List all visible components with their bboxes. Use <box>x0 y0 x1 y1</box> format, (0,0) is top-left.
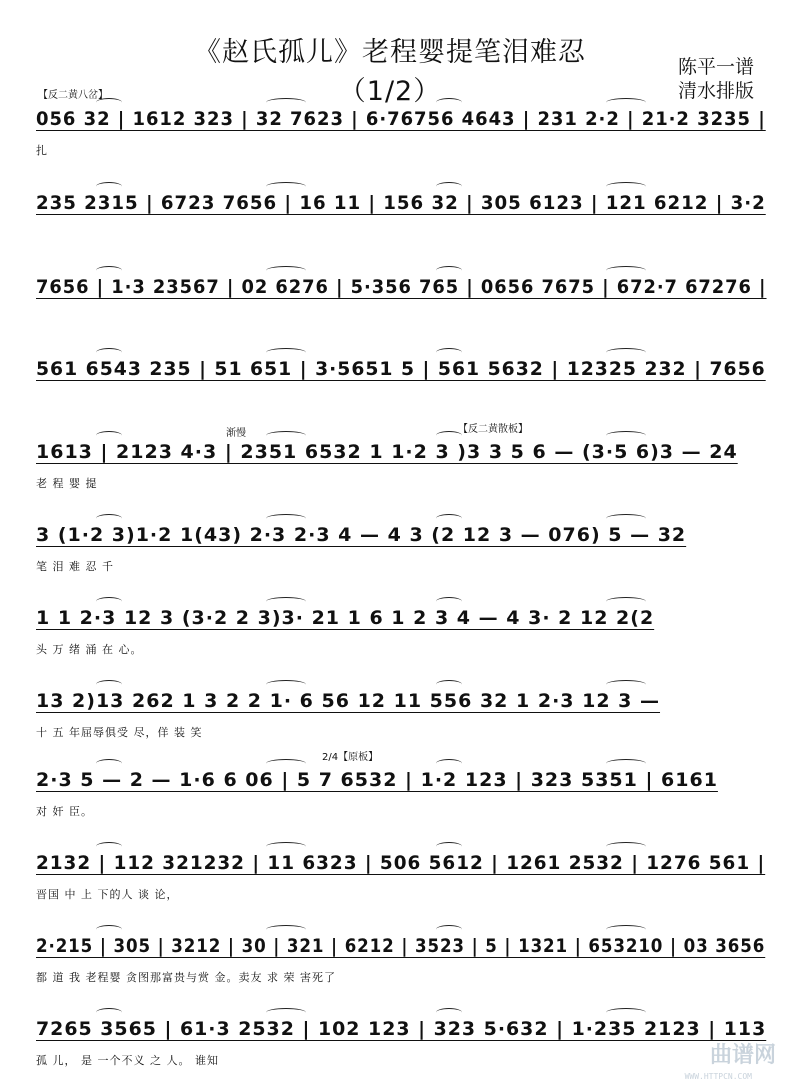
slur-mark <box>436 759 462 768</box>
slur-mark <box>606 1008 646 1017</box>
tempo-mark: 渐慢 <box>226 428 246 439</box>
slur-mark <box>96 925 122 934</box>
transcriber-credit: 陈平一谱 <box>677 56 754 78</box>
slur-mark <box>266 348 306 357</box>
slur-mark <box>436 348 462 357</box>
slur-mark <box>266 925 306 934</box>
jianpu-notes: 235 2315 | 6723 7656 | 16 11 | 156 32 | 305 6123 | 121 6212 | 3·2 <box>36 192 766 214</box>
slur-mark <box>606 680 646 689</box>
jianpu-notes: 7656 | 1·3 23567 | 02 6276 | 5·356 765 | 0656 7675 | 672·7 67276 | <box>36 276 767 298</box>
slur-mark <box>436 514 462 523</box>
jianpu-notes: 3 (1·2 3)1·2 1(43) 2·3 2·3 4 — 4 3 (2 12 3 — 076) 5 — 32 <box>36 524 687 546</box>
slur-mark <box>436 925 462 934</box>
score-title: 《赵氏孤儿》老程婴提笔泪难忍（1/2） <box>194 37 586 107</box>
slur-mark <box>436 431 462 440</box>
lyric-text: 笔 泪 难 忍 千 <box>36 560 114 573</box>
slur-mark <box>436 597 462 606</box>
slur-mark <box>266 680 306 689</box>
slur-mark <box>436 680 462 689</box>
jianpu-notes: 056 32 | 1612 323 | 32 7623 | 6·76756 4643 | 231 2·2 | 21·2 3235 | <box>36 108 766 130</box>
jianpu-notes: 2132 | 112 321232 | 11 6323 | 506 5612 | 1261 2532 | 1276 561 | <box>36 852 766 874</box>
lyric-text: 都 道 我 老程婴 贪图那富贵与赏 金。卖友 求 荣 害死了 <box>36 971 336 984</box>
slur-mark <box>436 266 462 275</box>
lyric-text: 晋国 中 上 下的人 谈 论， <box>36 888 179 901</box>
slur-mark <box>606 431 646 440</box>
jianpu-notes: 7265 3565 | 61·3 2532 | 102 123 | 323 5·632 | 1·235 2123 | 113 <box>36 1018 767 1040</box>
slur-mark <box>436 842 462 851</box>
slur-mark <box>606 98 646 107</box>
slur-mark <box>266 98 306 107</box>
slur-mark <box>266 431 306 440</box>
slur-mark <box>96 1008 122 1017</box>
lyric-text: 老 程 婴 提 <box>36 477 98 490</box>
watermark-logo: 曲谱网 <box>709 1043 776 1068</box>
lyric-text: 对 奸 臣。 <box>36 805 93 818</box>
slur-mark <box>606 514 646 523</box>
jianpu-notes: 13 2)13 262 1 3 2 2 1· 6 56 12 11 556 32 1 2·3 12 3 — <box>36 690 661 712</box>
slur-mark <box>96 98 122 107</box>
typesetter-credit: 清水排版 <box>677 80 754 102</box>
slur-mark <box>606 597 646 606</box>
slur-mark <box>96 266 122 275</box>
slur-mark <box>266 266 306 275</box>
slur-mark <box>96 431 122 440</box>
slur-mark <box>606 266 646 275</box>
slur-mark <box>96 182 122 191</box>
slur-mark <box>96 842 122 851</box>
slur-mark <box>606 842 646 851</box>
jianpu-notes: 561 6543 235 | 51 651 | 3·5651 5 | 561 5632 | 12325 232 | 7656 <box>36 358 766 380</box>
section-tag-sanban: 【反二黄散板】 <box>458 424 528 435</box>
lyric-text: 扎 <box>36 144 48 157</box>
jianpu-notes: 2·3 5 — 2 — 1·6 6 06 | 5 7 6532 | 1·2 123 | 323 5351 | 6161 <box>36 769 718 791</box>
slur-mark <box>96 514 122 523</box>
slur-mark <box>266 759 306 768</box>
slur-mark <box>266 182 306 191</box>
slur-mark <box>436 1008 462 1017</box>
slur-mark <box>96 759 122 768</box>
lyric-text: 孤 儿， 是 一个不义 之 人。 谁知 <box>36 1054 219 1067</box>
section-tag-start: 【反二黄八岔】 <box>38 90 108 101</box>
slur-mark <box>606 182 646 191</box>
slur-mark <box>606 759 646 768</box>
slur-mark <box>266 597 306 606</box>
slur-mark <box>266 1008 306 1017</box>
slur-mark <box>266 842 306 851</box>
slur-mark <box>606 348 646 357</box>
jianpu-notes: 1 1 2·3 12 3 (3·2 2 3)3· 21 1 6 1 2 3 4 — 4 3· 2 12 2(2 <box>36 607 655 629</box>
slur-mark <box>436 182 462 191</box>
slur-mark <box>96 597 122 606</box>
lyric-text: 头 万 绪 涌 在 心。 <box>36 643 143 656</box>
slur-mark <box>266 514 306 523</box>
watermark-url: WWW.HTTPCN.COM <box>684 1072 752 1081</box>
section-tag-yuanban: 2/4【原板】 <box>322 752 379 763</box>
slur-mark <box>96 680 122 689</box>
jianpu-notes: 2·215 | 305 | 3212 | 30 | 321 | 6212 | 3523 | 5 | 1321 | 653210 | 03 3656 <box>36 935 766 957</box>
slur-mark <box>96 348 122 357</box>
jianpu-notes: 1613 | 2123 4·3 | 2351 6532 1 1·2 3 )3 3 5 6 — (3·5 6)3 — 24 <box>36 441 738 463</box>
slur-mark <box>436 98 462 107</box>
lyric-text: 十 五 年屈辱俱受 尽，佯 装 笑 <box>36 726 203 739</box>
slur-mark <box>606 925 646 934</box>
